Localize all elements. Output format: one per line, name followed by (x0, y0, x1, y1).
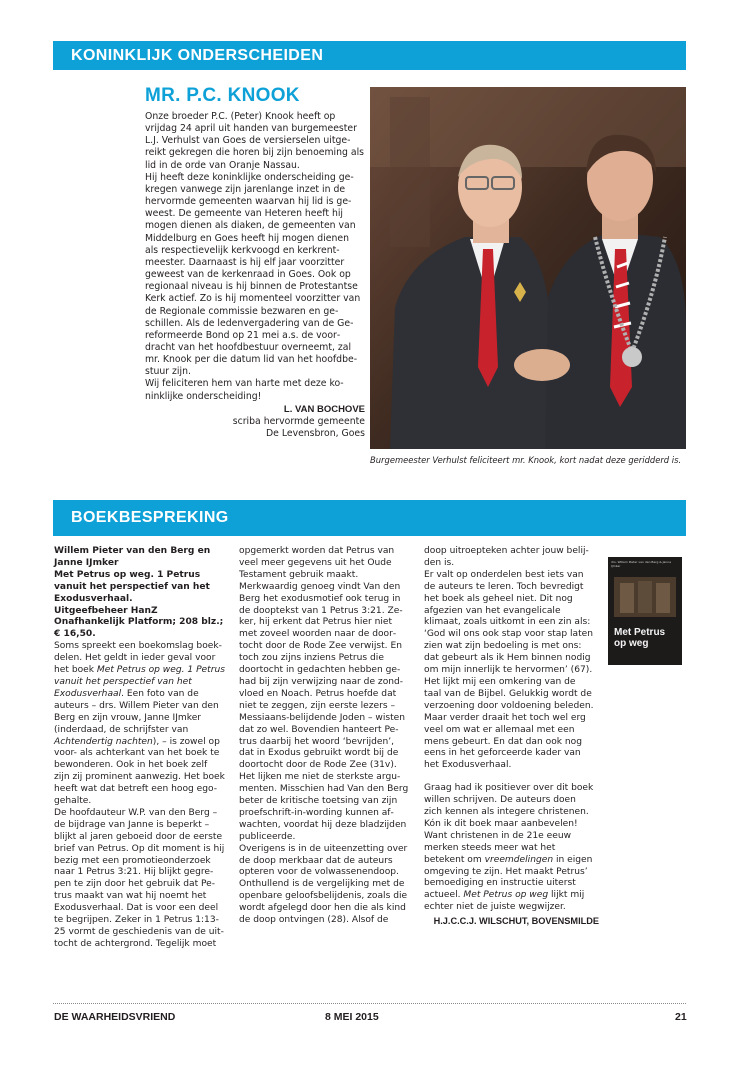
section-header-boekbespreking (53, 500, 686, 536)
paragraph: Er valt op onderdelen best iets van de auteurs te leren. Toch bevredigt het boek als geheel niet. Dit nog afgezien van het evangelicale klimaat, zoals uitkomt in een zin als: ‘God wil ons ook stap voor stap laten zien wat zijn bedoeling is met ons: dat gebeurt als ik Hem binnen nodig om mijn innerlijk te hervormen’ (67). Het lijkt mij een omkering van de taal van de Bijbel. Gelukkig wordt de verzoening door voldoening beleden. Maar verder draait het toch wel erg veel om wat er allemaal met een mens gebeurt. En dat dan ook nog eens in het geforceerde kader van het Exodusverhaal. (424, 569, 594, 771)
book-title: Met Petrus op weg. 1 Petrus vanuit het perspectief van het Exodusverhaal. (54, 569, 210, 604)
signature-block (145, 404, 365, 440)
article-title: MR. P.C. KNOOK (145, 85, 300, 106)
award-photo (370, 87, 686, 449)
signature-name: L. VAN BOCHOVE (283, 403, 365, 415)
paragraph: Onze broeder P.C. (Peter) Knook heeft op vrijdag 24 april uit handen van burgemeester L.J. Verhulst van Goes de versierselen uitgereikt gekregen die horen bij zijn benoeming als lid in de orde van Oranje Nassau. (145, 111, 364, 171)
review-signature: H.J.C.C.J. WILSCHUT, BOVENSMILDE (433, 916, 599, 927)
paragraph: Hij heeft deze koninklijke onderscheiding gekregen vanwege zijn jarenlange inzet in de hervormde gemeenten waarvan hij lid is geweest. De gemeente van Heteren heeft hij mogen dienen als diaken, de gemeenten van Middelburg en Goes heeft hij mogen dienen als respectievelijk kerkvoogd en kerkrentmeester. Daarnaast is hij elf jaar voorzitter geweest van de kerkenraad in Goes. Ook op regionaal niveau is hij binnen de Protestantse Kerk actief. Zo is hij momenteel voorzitter van de Regionale commissie bezwaren en geschillen. Als de ledenvergadering van de Gereformeerde Bond op 21 mei a.s. de voordracht van het hoofdbestuur overneemt, zal mr. Knook per die datum lid van het hoofdbestuur zijn. (145, 171, 361, 378)
paragraph: Want christenen in de 21e eeuw merken steeds meer wat het betekent om vreemdelingen in eigen omgeving te zijn. Het maakt Petrus’ bemoediging en instructie uiterst actueel. Met Petrus op weg lijkt mij echter niet de juiste wegwijzer. (424, 830, 593, 913)
review-column-3 (424, 546, 599, 928)
signature-place: De Levensbron, Goes (266, 428, 365, 440)
footer-divider (53, 1003, 686, 1004)
paragraph: Merkwaardig genoeg vindt Van den Berg het exodusmotief ook terug in de dooptekst van 1 Petrus 3:21. Zeker, hij erkent dat Petrus hier niet met zoveel woorden naar de doortocht door de Rode Zee verwijst. En toch zou zijns inziens Petrus die doortocht in gedachten hebben gehad bij zijn verwijzing naar de zondvloed en Noach. Petrus hoefde dat niet te zeggen, zijn eerste lezers – Messiaans-belijdende Joden – wisten dat zo wel. Bovendien hanteert Petrus daarbij het woord ‘bevrijden’, dat in Exodus gebruikt wordt bij de doortocht door de Rode Zee (31v). Het lijken me niet de sterkste argumenten. Misschien had Van den Berg beter de kritische toetsing van zijn proefschrift-in-wording kunnen afwachten, voordat hij deze bladzijden publiceerde. (239, 581, 409, 842)
review-column-1 (54, 546, 225, 951)
paragraph: Wij feliciteren hem van harte met deze koninklijke onderscheiding! (145, 378, 344, 402)
paragraph: Soms spreekt een boekomslag boekdelen. Het geldt in ieder geval voor het boek Met Petrus op weg. 1 Petrus vanuit het perspectief van het Exodusverhaal. Een foto van de auteurs – drs. Willem Pieter van den Berg en zijn vrouw, Janne IJmker (inderdaad, de schrijfster van Achtendertig nachten), – is zowel op voor- als achterkant van het boek te bewonderen. Ook in het boek zelf zijn zij prominent aanwezig. Het boek heeft wat dat betreft een hoog ego-gehalte. (54, 641, 225, 807)
paragraph: Overigens is in de uiteenzetting over de doop merkbaar dat de auteurs opteren voor de volwassenendoop. Onthullend is de vergelijking met de openbare geloofsbelijdenis, zoals die wordt afgelegd door hen die als kind de doop ontvingen (28). Alsof de (239, 843, 408, 926)
paragraph: Graag had ik positiever over dit boek willen schrijven. De auteurs doen zich kennen als integere christenen. Kón ik dit boek maar aanbevelen! (424, 783, 594, 829)
section-header-text: KONINKLIJK ONDERSCHEIDEN (71, 47, 324, 64)
cover-title: Met Petrus op weg (614, 627, 666, 649)
review-column-2 (239, 546, 410, 927)
paragraph: doop uitroepteken achter jouw belijden is. (424, 546, 589, 568)
paragraph: opgemerkt worden dat Petrus van veel meer gegevens uit het Oude Testament gebruik maakt. (239, 546, 395, 580)
section-header-text: BOEKBESPREKING (71, 509, 229, 526)
book-cover (608, 557, 682, 665)
article-body (145, 111, 365, 440)
cover-author-line: drs. Willem Pieter van den Berg & Janne IJmker (611, 560, 672, 568)
signature-role: scriba hervormde gemeente (232, 415, 365, 427)
book-publisher: Uitgeefbeheer HanZ Onafhankelijk Platform; 208 blz.; € 16,50. (54, 605, 224, 640)
section-header-koninklijk (53, 41, 686, 70)
footer-page-number: 21 (675, 1011, 687, 1023)
paragraph: De hoofdauteur W.P. van den Berg – de bijdrage van Janne is beperkt – blijkt al jaren geboeid door de eerste brief van Petrus. Op dit moment is hij bezig met een promotieonderzoek naar 1 Petrus 3:21. Hij blijkt gegrepen te zijn door het gebruik dat Petrus maakt van wat hij noemt het Exodusverhaal. Dat is voor een deel te begrijpen. Zeker in 1 Petrus 1:13-25 vormt de geschiedenis van de uittocht de achtergrond. Tegelijk moet (54, 807, 225, 949)
footer-date: 8 MEI 2015 (325, 1011, 379, 1023)
photo-caption: Burgemeester Verhulst feliciteert mr. Knook, kort nadat deze geridderd is. (370, 455, 682, 465)
footer-magazine: DE WAARHEIDSVRIEND (54, 1011, 176, 1023)
book-authors: Willem Pieter van den Berg en Janne IJmker (54, 546, 211, 568)
